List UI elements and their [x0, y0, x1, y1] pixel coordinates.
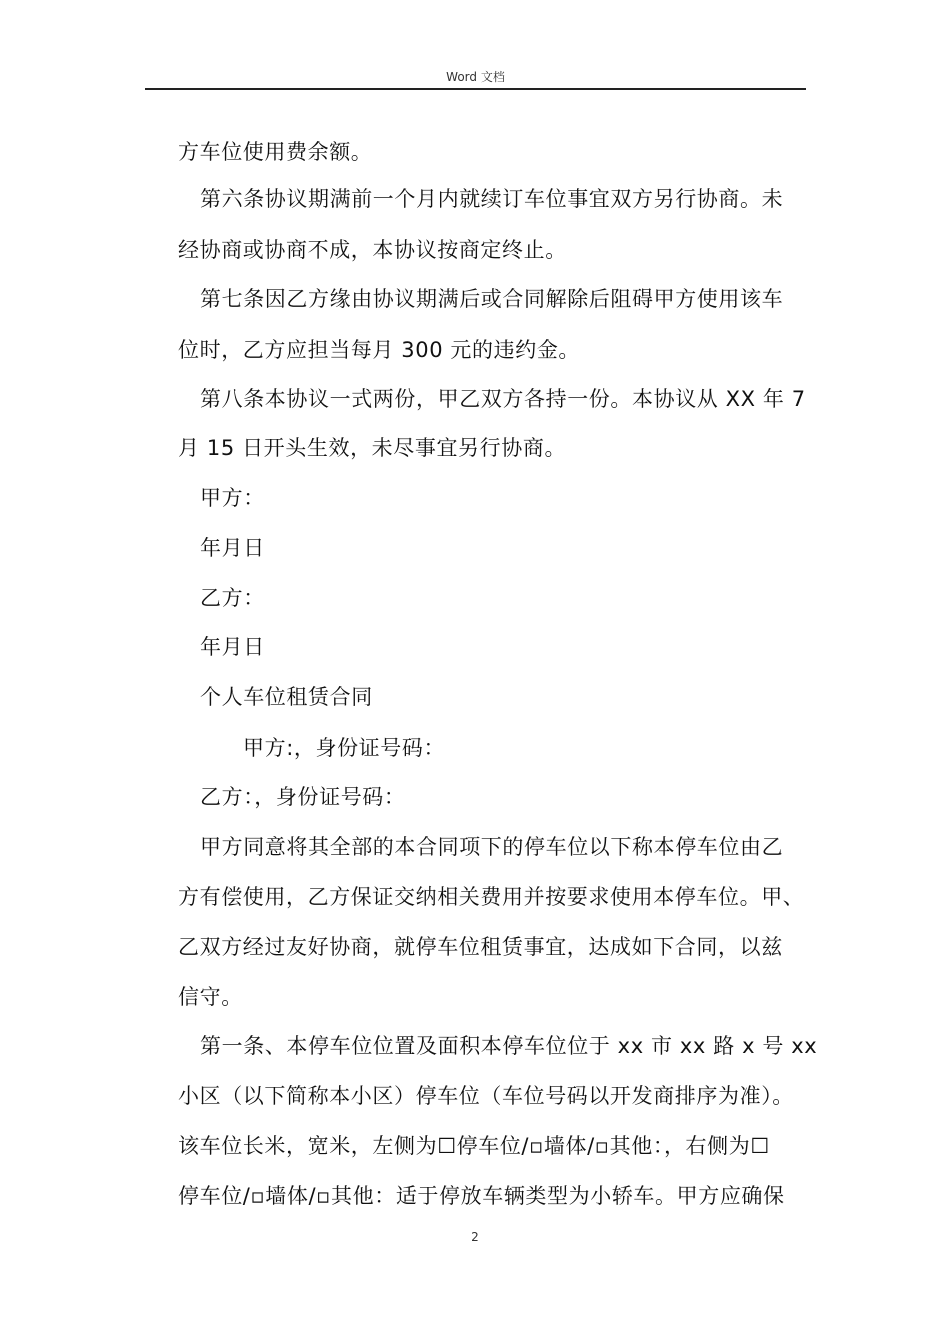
- text-line: 方车位使用费余额。: [178, 140, 373, 164]
- page-header: [145, 66, 806, 90]
- text-line: 年月日: [200, 536, 265, 560]
- text-line: 甲方同意将其全部的本合同项下的停车位以下称本停车位由乙: [200, 835, 784, 859]
- text-line: 经协商或协商不成，本协议按商定终止。: [178, 238, 567, 262]
- text-line: 乙方：: [200, 586, 265, 610]
- text-line: 第一条、本停车位位置及面积本停车位位于 xx 市 xx 路 x 号 xx: [200, 1034, 818, 1058]
- page-number: 2: [471, 1230, 479, 1244]
- text-line: 第八条本协议一式两份，甲乙双方各持一份。本协议从 XX 年 7: [200, 387, 806, 411]
- text-line: 方有偿使用，乙方保证交纳相关费用并按要求使用本停车位。甲、: [178, 885, 805, 909]
- text-line: 甲方:，身份证号码：: [243, 736, 446, 760]
- text-line: 月 15 日开头生效，未尽事宜另行协商。: [178, 436, 567, 460]
- text-line: 该车位长米，宽米，左侧为☐停车位/▫墙体/▫其他：，右侧为☐: [178, 1134, 770, 1158]
- text-line: 乙双方经过友好协商，就停车位租赁事宜，达成如下合同，以兹: [178, 935, 783, 959]
- text-line: 位时，乙方应担当每月 300 元的违约金。: [178, 338, 581, 362]
- text-line: 乙方：，身份证号码：: [200, 785, 406, 809]
- text-line: 甲方：: [200, 486, 265, 510]
- text-line: 第六条协议期满前一个月内就续订车位事宜双方另行协商。未: [200, 187, 784, 211]
- section-title: 个人车位租赁合同: [200, 685, 373, 709]
- text-line: 第七条因乙方缘由协议期满后或合同解除后阻碍甲方使用该车: [200, 287, 784, 311]
- header-title: Word 文档: [446, 70, 505, 84]
- text-line: 停车位/▫墙体/▫其他：适于停放车辆类型为小轿车。甲方应确保: [178, 1184, 785, 1208]
- text-line: 年月日: [200, 635, 265, 659]
- text-line: 信守。: [178, 985, 243, 1009]
- text-line: 小区（以下简称本小区）停车位（车位号码以开发商排序为准）。: [178, 1084, 794, 1108]
